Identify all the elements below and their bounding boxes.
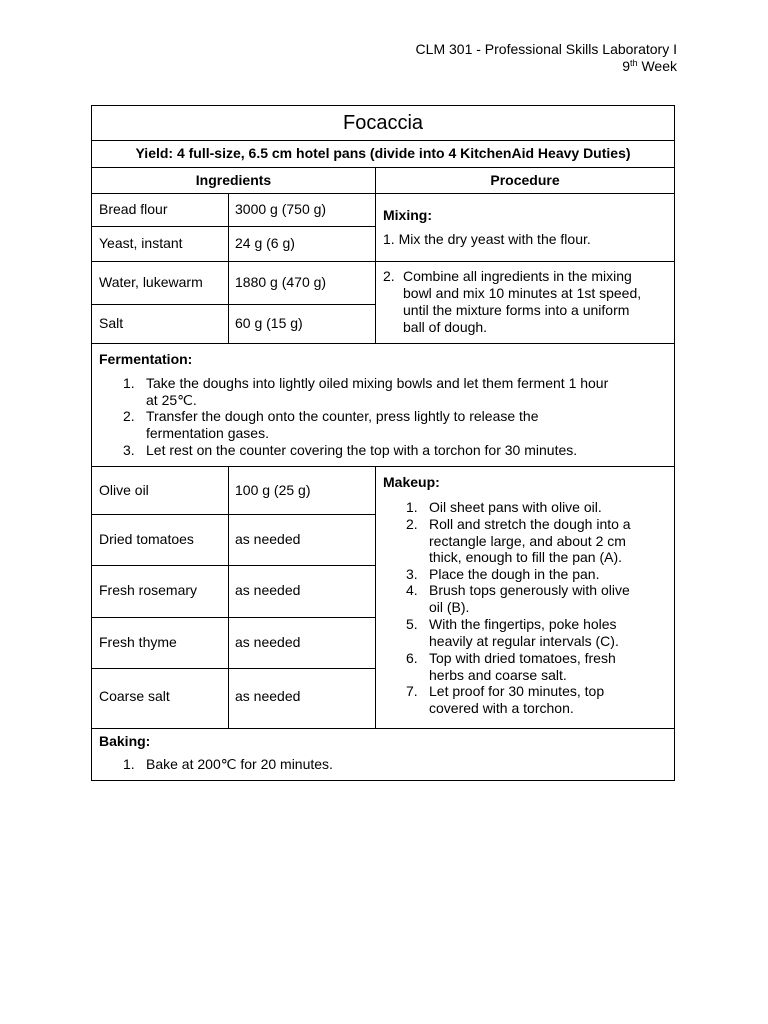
makeup-step-number: 2. — [406, 516, 418, 532]
makeup-step-line: With the fingertips, poke holes — [429, 616, 617, 632]
makeup-step-line: heavily at regular intervals (C). — [429, 633, 619, 649]
ingredient-qty: as needed — [235, 531, 301, 547]
makeup-step-line: covered with a torchon. — [429, 700, 574, 716]
ingredient-name: Bread flour — [99, 201, 168, 217]
baking-step-number: 1. — [123, 756, 135, 772]
fermentation-heading: Fermentation: — [99, 351, 193, 367]
makeup-step-number: 1. — [406, 499, 418, 515]
makeup-step-number: 6. — [406, 650, 418, 666]
fermentation-step-line: at 25℃. — [146, 392, 197, 408]
mixing-heading: Mixing: — [383, 207, 432, 223]
ingredient-name: Water, lukewarm — [99, 274, 203, 290]
baking-heading: Baking: — [99, 733, 151, 749]
fermentation-step-line: Transfer the dough onto the counter, press lightly to release the — [146, 408, 539, 424]
ingredient-name: Dried tomatoes — [99, 531, 194, 547]
ingredient-name: Olive oil — [99, 482, 149, 498]
makeup-step-number: 7. — [406, 683, 418, 699]
week-label: 9th Week — [622, 58, 677, 74]
mixing-step-1: 1. Mix the dry yeast with the flour. — [383, 231, 591, 247]
makeup-step-line: Let proof for 30 minutes, top — [429, 683, 605, 699]
makeup-step-line: Top with dried tomatoes, fresh — [429, 650, 616, 666]
fermentation-step-line: Let rest on the counter covering the top with a torchon for 30 minutes. — [146, 442, 578, 458]
yield-text: Yield: 4 full-size, 6.5 cm hotel pans (divide into 4 KitchenAid Heavy Duties) — [135, 145, 631, 161]
makeup-step-number: 4. — [406, 582, 418, 598]
ingredient-qty: as needed — [235, 634, 301, 650]
ingredient-qty: 1880 g (470 g) — [235, 274, 327, 290]
baking-step-line: Bake at 200℃ for 20 minutes. — [146, 756, 333, 772]
makeup-step-line: Place the dough in the pan. — [429, 566, 600, 582]
makeup-heading: Makeup: — [383, 474, 440, 490]
ingredient-name: Fresh thyme — [99, 634, 177, 650]
ingredients-header: Ingredients — [195, 172, 272, 188]
makeup-step-line: herbs and coarse salt. — [429, 667, 567, 683]
makeup-step-line: rectangle large, and about 2 cm — [429, 533, 626, 549]
makeup-step-number: 3. — [406, 566, 418, 582]
mixing-step-2-line: bowl and mix 10 minutes at 1st speed, — [403, 285, 642, 301]
ingredient-qty: as needed — [235, 582, 301, 598]
makeup-step-line: Roll and stretch the dough into a — [429, 516, 631, 532]
course-title: CLM 301 - Professional Skills Laboratory I — [415, 41, 677, 57]
fermentation-step-line: Take the doughs into lightly oiled mixing bowls and let them ferment 1 hour — [146, 375, 609, 391]
fermentation-step-line: fermentation gases. — [146, 425, 269, 441]
mixing-step-2-line: ball of dough. — [403, 319, 488, 335]
ingredient-qty: 3000 g (750 g) — [235, 201, 327, 217]
fermentation-step-number: 2. — [123, 408, 135, 424]
recipe-title: Focaccia — [342, 112, 424, 134]
ingredient-name: Yeast, instant — [99, 235, 183, 251]
procedure-header: Procedure — [490, 172, 560, 188]
mixing-step-2-line: until the mixture forms into a uniform — [403, 302, 630, 318]
fermentation-step-number: 1. — [123, 375, 135, 391]
ingredient-name: Salt — [99, 315, 124, 331]
makeup-step-line: thick, enough to fill the pan (A). — [429, 549, 622, 565]
ingredient-name: Coarse salt — [99, 688, 170, 704]
makeup-step-line: oil (B). — [429, 599, 470, 615]
ingredient-qty: as needed — [235, 688, 301, 704]
makeup-step-number: 5. — [406, 616, 418, 632]
ingredient-qty: 24 g (6 g) — [235, 235, 295, 251]
makeup-step-line: Brush tops generously with olive — [429, 582, 630, 598]
ingredient-qty: 100 g (25 g) — [235, 482, 311, 498]
recipe-table — [91, 105, 675, 781]
ingredient-qty: 60 g (15 g) — [235, 315, 303, 331]
makeup-step-line: Oil sheet pans with olive oil. — [429, 499, 602, 515]
fermentation-step-number: 3. — [123, 442, 135, 458]
mixing-step-2-number: 2. — [383, 268, 395, 284]
mixing-step-2-line: Combine all ingredients in the mixing — [403, 268, 632, 284]
document-header — [416, 41, 677, 75]
ingredient-name: Fresh rosemary — [99, 582, 198, 598]
